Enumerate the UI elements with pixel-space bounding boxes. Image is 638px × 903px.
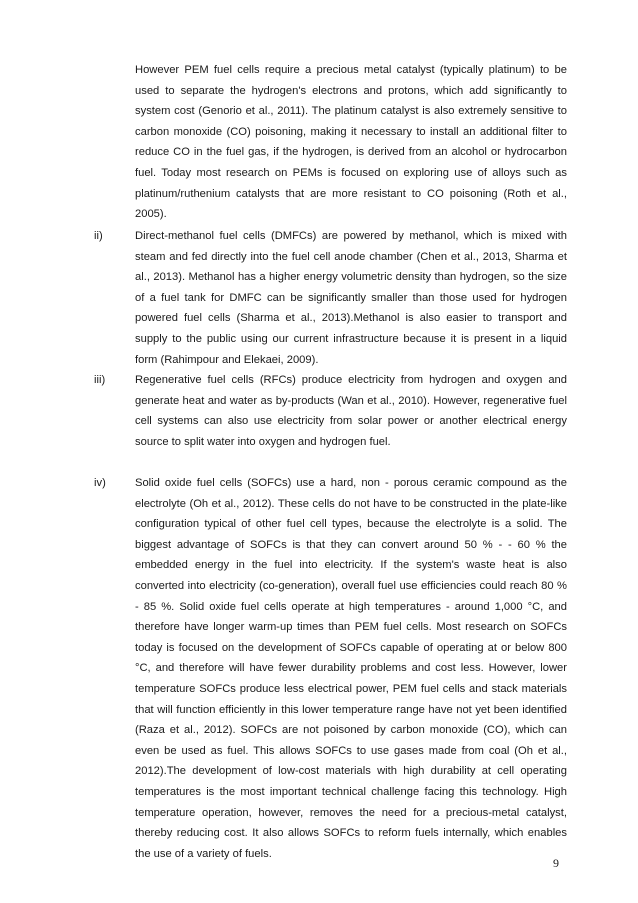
paragraph-rfc: Regenerative fuel cells (RFCs) produce electricity from hydrogen and oxygen and generate heat and water as by-products (Wan et al., 2010). However, regenerative fuel cell systems can also use electricity from solar power or another electrical energy source to split water into oxygen and hydrogen fuel. [135, 374, 567, 448]
list-marker-iv: iv) [94, 477, 106, 489]
paragraph-dmfc: Direct-methanol fuel cells (DMFCs) are powered by methanol, which is mixed with steam and fed directly into the fuel cell anode chamber (Chen et al., 2013, Sharma et al., 2013). Methanol has a higher energy volumetric density than hydrogen, so the size of a fuel tank for DMFC can be significantly smaller than those used for hydrogen powered fuel cells (Sharma et al., 2013).Methanol is also easier to transport and supply to the public using our current infrastructure because it is present in a liquid form (Rahimpour and Elekaei, 2009). [135, 230, 567, 366]
paragraph-sofc: Solid oxide fuel cells (SOFCs) use a hard, non - porous ceramic compound as the electrolyte (Oh et al., 2012). These cells do not have to be constructed in the plate-like configuration typical of other fuel cell types, because the electrolyte is a solid. The biggest advantage of SOFCs is that they can convert around 50 % - - 60 % the embedded energy in the fuel into electricity. If the system's waste heat is also converted into electricity (co-generation), overall fuel use efficiencies could reach 80 % - 85 %. Solid oxide fuel cells operate at high temperatures - around 1,000 °C, and therefore have longer warm-up times than PEM fuel cells. Most research on SOFCs today is focused on the development of SOFCs capable of operating at or below 800 °C, and therefore will have fewer durability problems and cost less. However, lower temperature SOFCs produce less electrical power, PEM fuel cells and stack materials that will function efficiently in this lower temperature range have not yet been identified (Raza et al., 2012). SOFCs are not poisoned by carbon monoxide (CO), which can even be used as fuel. This allows SOFCs to use gases made from coal (Oh et al., 2012).The development of low-cost materials with high durability at cell operating temperatures is the most important technical challenge facing this technology. High temperature operation, however, removes the need for a precious-metal catalyst, thereby reducing cost. It also allows SOFCs to reform fuels internally, which enables the use of a variety of fuels. [135, 477, 567, 860]
list-marker-iii: iii) [94, 374, 106, 386]
paragraph-pem-continuation: However PEM fuel cells require a precious metal catalyst (typically platinum) to be used to separate the hydrogen's electrons and protons, which add significantly to system cost (Genorio et al., 2011). The platinum catalyst is also extremely sensitive to carbon monoxide (CO) poisoning, making it necessary to install an additional filter to reduce CO in the fuel gas, if the hydrogen, is derived from an alcohol or hydrocarbon fuel. Today most research on PEMs is focused on exploring use of alloys such as platinum/ruthenium catalysts that are more resistant to CO poisoning (Roth et al., 2005). [135, 64, 567, 221]
list-marker-ii: ii) [94, 230, 103, 242]
page-number: 9 [553, 856, 559, 870]
